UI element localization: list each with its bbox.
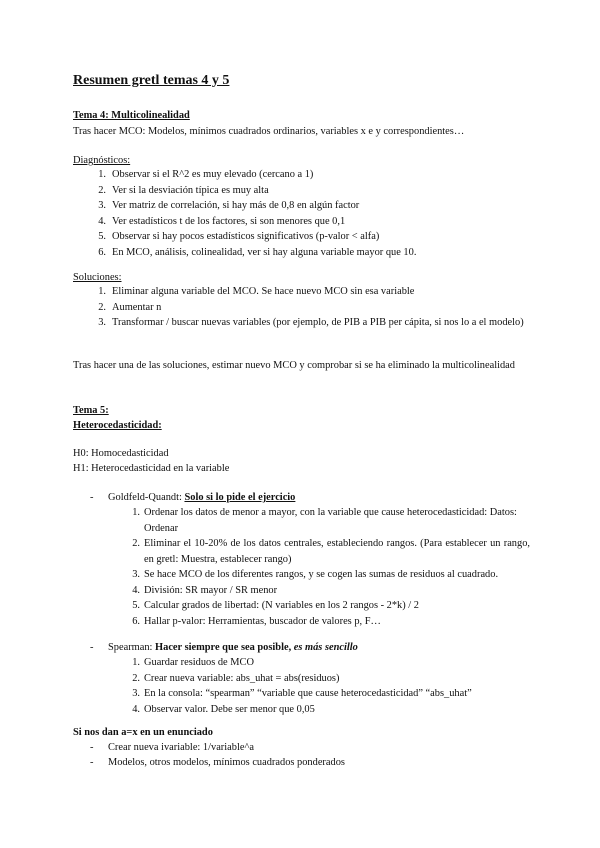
- document-title: Resumen gretl temas 4 y 5: [73, 73, 230, 88]
- spearman-item: - Spearman: Hacer siempre que sea posible, es más sencillo: [90, 642, 358, 653]
- heterocedasticidad-heading: Heterocedasticidad:: [73, 420, 162, 431]
- list-item: 3. En la consola: “spearman” “variable que cause heterocedasticidad” “abs_uhat”: [132, 688, 472, 699]
- list-item: 6. Hallar p-valor: Herramientas, buscador de valores p, F…: [132, 615, 381, 627]
- list-item: 4. Observar valor. Debe ser menor que 0,05: [132, 703, 315, 715]
- list-item: 3. Transformar / buscar nuevas variables (por ejemplo, de PIB a PIB per cápita, si nos lo a el modelo): [98, 317, 524, 328]
- goldfeld-quandt-item: - Goldfeld-Quandt: Solo si lo pide el ejercicio: [90, 492, 296, 503]
- h1-line: H1: Heterocedasticidad en la variable: [73, 463, 230, 474]
- list-item: 5. Calcular grados de libertad: (N variables en los 2 rangos - 2*k) / 2: [132, 600, 419, 611]
- list-item: 1. Eliminar alguna variable del MCO. Se hace nuevo MCO sin esa variable: [98, 286, 415, 297]
- list-item: 4. División: SR mayor / SR menor: [132, 584, 278, 596]
- list-item: 1. Observar si el R^2 es muy elevado (cercano a 1): [98, 169, 314, 180]
- tema4-closing: Tras hacer una de las soluciones, estimar nuevo MCO y comprobar si se ha eliminado la multicolinealidad: [73, 360, 515, 371]
- goldfeld-quandt-list: [126, 505, 530, 629]
- tema5-heading: Tema 5:: [73, 405, 109, 416]
- list-item: 3. Se hace MCO de los diferentes rangos, y se cogen las sumas de residuos al cuadrado.: [132, 569, 499, 580]
- tema4-intro: Tras hacer MCO: Modelos, mínimos cuadrados ordinarios, variables x e y correspondientes…: [73, 126, 465, 137]
- list-item: 2. Eliminar el 10-20% de los datos centrales, estableciendo rangos. (Para establecer un rango, en gretl: Muestra, establecer rango): [132, 538, 530, 565]
- diagnosticos-list: [90, 167, 530, 260]
- list-item: 2. Ver si la desviación típica es muy alta: [98, 184, 269, 196]
- list-item: 1. Guardar residuos de MCO: [132, 657, 254, 668]
- tema4-heading: Tema 4: Multicolinealidad: [73, 110, 190, 121]
- list-item: 1. Ordenar los datos de menor a mayor, con la variable que cause heterocedasticidad: Datos: Ordenar: [132, 507, 517, 534]
- list-item: 6. En MCO, análisis, colinealidad, ver si hay alguna variable mayor que 10.: [98, 246, 417, 258]
- ax-item-2: - Modelos, otros modelos, mínimos cuadrados ponderados: [90, 757, 345, 768]
- list-item: 5. Observar si hay pocos estadísticos significativos (p-valor < alfa): [98, 231, 380, 242]
- ax-item-1: - Crear nueva ivariable: 1/variable^a: [90, 742, 254, 753]
- list-item: 2. Aumentar n: [98, 301, 162, 313]
- soluciones-list: [90, 284, 530, 331]
- soluciones-label: Soluciones:: [73, 272, 122, 283]
- diagnosticos-label: Diagnósticos:: [73, 155, 131, 166]
- h0-line: H0: Homocedasticidad: [73, 448, 169, 459]
- spearman-list: [126, 655, 530, 717]
- list-item: 3. Ver matriz de correlación, si hay más de 0,8 en algún factor: [98, 200, 360, 211]
- list-item: 4. Ver estadísticos t de los factores, si son menores que 0,1: [98, 215, 346, 227]
- list-item: 2. Crear nueva variable: abs_uhat = abs(residuos): [132, 672, 340, 684]
- ax-heading: Si nos dan a=x en un enunciado: [73, 727, 213, 738]
